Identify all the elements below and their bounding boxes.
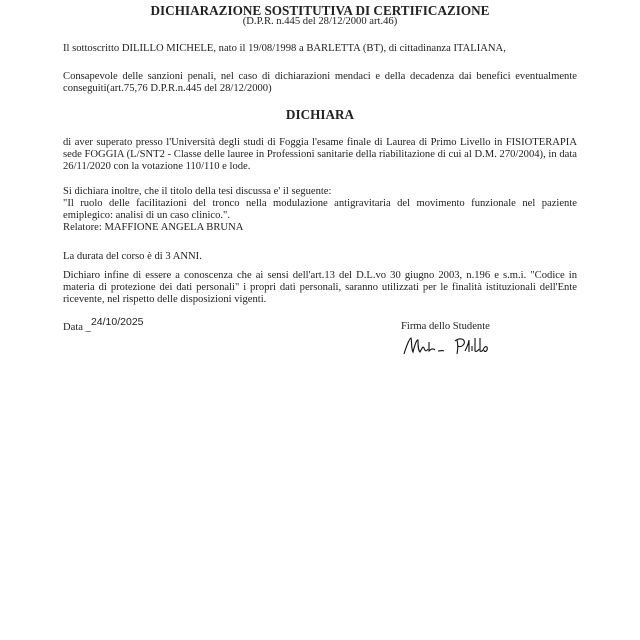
thesis-intro: Si dichiara inoltre, che il titolo della tesi discussa e' il seguente: xyxy=(63,186,332,197)
thesis-title: "Il ruolo delle facilitazioni del tronco nella modulazione antigravitaria del movimento funzionale nel paziente emiplegico: analisi di un caso clinico.". xyxy=(63,198,577,221)
date-separator: _ xyxy=(85,322,91,333)
declares-heading: DICHIARA xyxy=(285,107,355,122)
thesis-section xyxy=(63,186,577,234)
thesis-advisor: Relatore: MAFFIONE ANGELA BRUNA xyxy=(63,222,244,233)
signature-image xyxy=(402,334,498,358)
intro-paragraph: Il sottoscritto DILILLO MICHELE, nato il 19/08/1998 a BARLETTA (BT), di cittadinanza ITALIANA, xyxy=(63,43,506,54)
date-label: Data xyxy=(63,322,83,333)
degree-paragraph: di aver superato presso l'Università degli studi di Foggia l'esame finale di Laurea di Primo Livello in FISIOTERAPIA sede FOGGIA (L/SNT2 - Classe delle lauree in Professioni sanitarie della riabilitazione di cui al D.M. 270/2004), in data 26/11/2020 con la votazione 110/110 e lode. xyxy=(63,137,577,172)
duration-paragraph: La durata del corso è di 3 ANNI. xyxy=(63,251,202,262)
privacy-paragraph: Dichiaro infine di essere a conoscenza che ai sensi dell'art.13 del D.L.vo 30 giugno 2003, n.196 e s.m.i. "Codice in materia di protezione dei dati personali" i propri dati personali, saranno utilizzati per le finalità istituzionali dell'Ente ricevente, nel rispetto delle disposizioni vigenti. xyxy=(63,270,577,305)
date-field xyxy=(63,316,144,334)
awareness-paragraph: Consapevole delle sanzioni penali, nel caso di dichiarazioni mendaci e della decadenza dai benefici eventualmente conseguiti(art.75,76 D.P.R.n.445 del 28/12/2000) xyxy=(63,71,577,94)
document-title: DICHIARAZIONE SOSTITUTIVA DI CERTIFICAZIONE xyxy=(150,3,490,18)
document-subtitle: (D.P.R. n.445 del 28/12/2000 art.46) xyxy=(242,16,398,27)
date-value: 24/10/2025 xyxy=(90,316,144,328)
signature-label: Firma dello Studente xyxy=(401,321,490,332)
